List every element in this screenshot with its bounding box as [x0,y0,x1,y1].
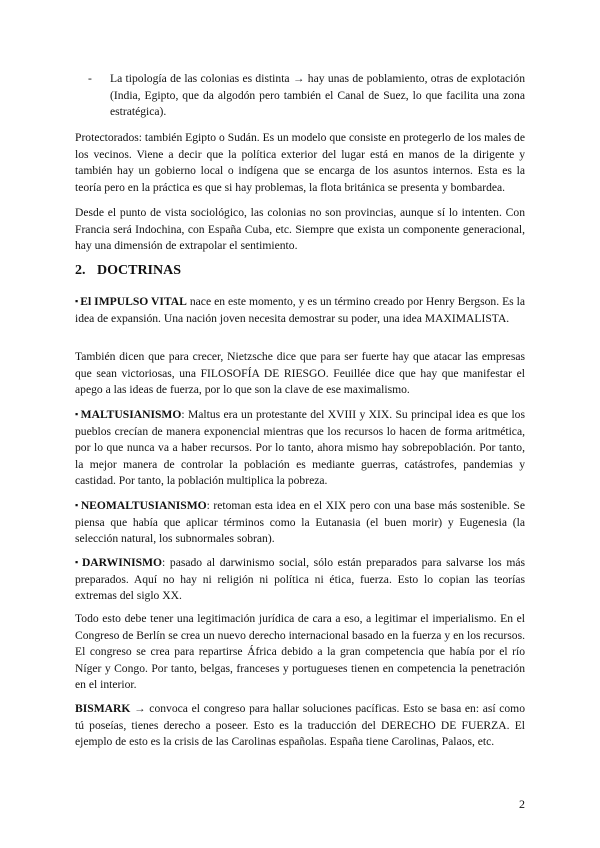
paragraph-nietzsche: También dicen que para crecer, Nietzsche dice que para ser fuerte hay que atacar las empresas que sean victoriosas, una FILOSOFÍA DE RIESGO. Feuillée dice que hay que manifestar el apego a las ideas de fuerza, por lo que son la clave de ese maximalismo. [75,350,525,397]
square-bullet-icon: ▪ [75,296,79,306]
paragraph-legitimacion: Todo esto debe tener una legitimación jurídica de cara a eso, a legitimar el imperialismo. En el Congreso de Berlín se crea un nuevo derecho internacional basado en la fuerza y en los recursos. El congreso se crea para repartirse África debido a la gran competencia que había por el río Níger y Congo. Por tanto, belgas, franceses y portugueses tienen en competencia la penetración en el interior. [75,612,525,692]
darwin-text: : pasado al darwinismo social, sólo están preparados para salvarse los más preparados. Aquí no hay ni religión ni política ni ética, fuerza. Esto lo copian las teorías extremas del siglo XX. [75,556,525,603]
square-bullet-icon: ▪ [75,557,80,567]
section-number: 2. [75,263,86,278]
paragraph-neomaltusianismo [75,497,525,548]
term-neomaltusianismo: NEOMALTUSIANISMO [80,499,207,512]
paragraph-darwinismo [75,554,525,605]
section-heading [75,262,181,280]
paragraph-maltusianismo [75,406,525,490]
paragraph-sociologico: Desde el punto de vista sociológico, las colonias no son provincias, aunque sí lo intenten. Con Francia será Indochina, con España Cuba, etc. Siempre que exista un componente generacional, hay una dimensión de extrapolar el sentimiento. [75,206,525,253]
square-bullet-icon: ▪ [75,409,79,419]
maltus-text: : Maltus era un protestante del XVIII y XIX. Su principal idea es que los pueblos crecían de manera exponencial mientras que los recursos lo hacen de forma aritmética, por lo que nunca va a haber recursos. Por lo tanto, ahora mismo hay sobrepoblación. Por tanto, la mejor manera de controlar la población es mediante guerras, catástrofes, pandemias y castidad. Por tanto, la población multiplica la pobreza. [75,408,525,488]
paragraph-impulso-vital [75,293,525,327]
term-bismark: BISMARK [75,702,131,715]
square-bullet-icon: ▪ [75,500,79,510]
term-darwinismo: DARWINISMO [81,556,163,569]
impulso-text: nace en este momento, y es un término creado por Henry Bergson. Es la idea de expansión. Una nación joven necesita demostrar su poder, una idea MAXIMALISTA. [75,295,525,325]
paragraph-bismark [75,701,525,751]
page-number: 2 [519,797,525,811]
bismark-text: → convoca el congreso para hallar soluciones pacíficas. Esto se basa en: así como tú poseías, tienes derecho a poseer. Esto es la traducción del DERECHO DE FUERZA. El ejemplo de esto es la crisis de las Carolinas españolas. España tiene Carolinas, Palaos, etc. [75,702,525,749]
bullet-text: La tipología de las colonias es distinta → hay unas de poblamiento, otras de explotación (India, Egipto, que da algodón pero también el Canal de Suez, lo que facilita una zona estratégica). [110,72,525,119]
section-title: DOCTRINAS [97,263,182,278]
term-impulso-vital: El IMPULSO VITAL [80,295,187,308]
term-maltusianismo: MALTUSIANISMO [80,408,182,421]
paragraph-protectorados: Protectorados: también Egipto o Sudán. Es un modelo que consiste en protegerlo de los males de los vecinos. Viene a decir que la política exterior del lugar está en manos de la dirigente y también hay un gobierno local o indígena que se encarga de los asuntos internos. Esta es la teoría pero en la práctica es que si hay problemas, la flota británica se presenta y bombardea. [75,131,525,194]
dash-marker: - [88,72,92,85]
neomaltus-text: : retoman esta idea en el XIX pero con una base más sostenible. Se piensa que había que aplicar términos como la Eutanasia (el buen morir) y Eugenesia (la selección natural, los subnormales sobran). [75,499,525,546]
